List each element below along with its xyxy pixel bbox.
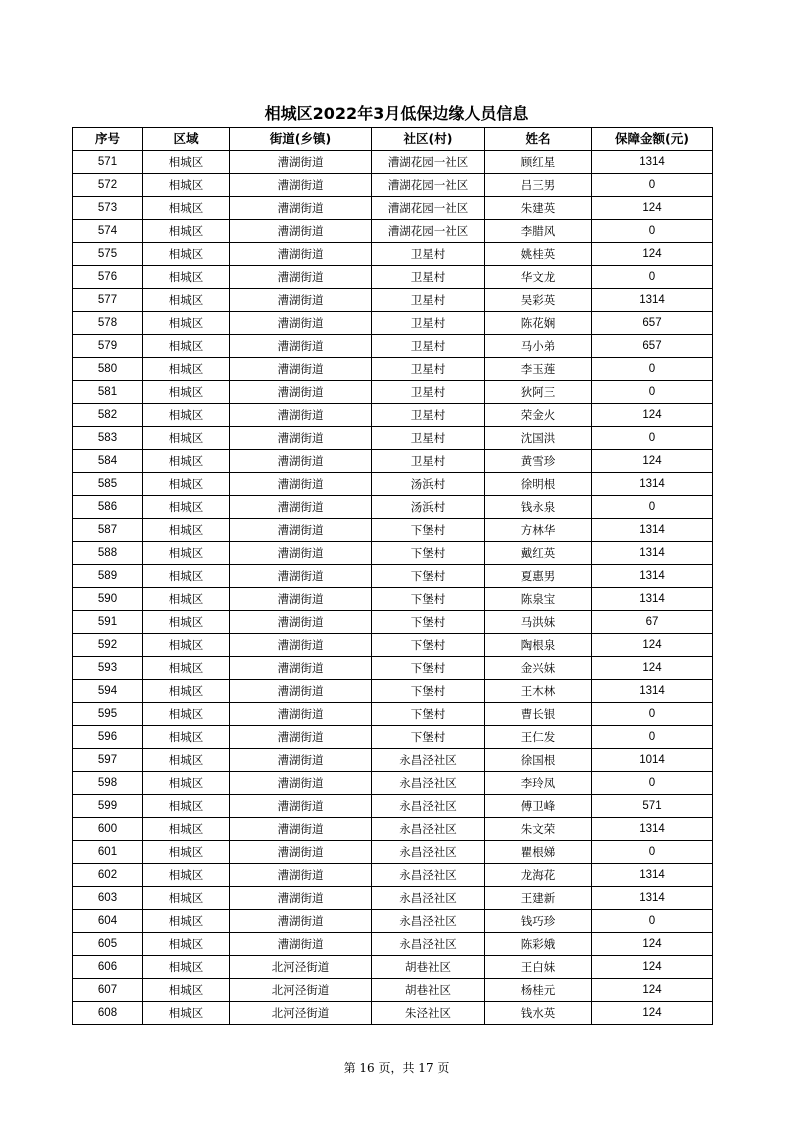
cell-district: 相城区 xyxy=(143,657,230,680)
cell-district: 相城区 xyxy=(143,312,230,335)
cell-community: 永昌泾社区 xyxy=(372,910,485,933)
table-row xyxy=(73,680,713,703)
cell-amount: 0 xyxy=(592,726,713,749)
cell-index: 584 xyxy=(73,450,143,473)
roster-table xyxy=(72,127,713,1025)
cell-street: 漕湖街道 xyxy=(230,197,372,220)
cell-street: 漕湖街道 xyxy=(230,335,372,358)
cell-name: 吕三男 xyxy=(485,174,592,197)
cell-street: 北河泾街道 xyxy=(230,1002,372,1025)
cell-community: 胡巷社区 xyxy=(372,979,485,1002)
cell-street: 漕湖街道 xyxy=(230,381,372,404)
cell-name: 金兴妹 xyxy=(485,657,592,680)
cell-amount: 0 xyxy=(592,841,713,864)
table-row xyxy=(73,565,713,588)
cell-community: 永昌泾社区 xyxy=(372,795,485,818)
cell-amount: 0 xyxy=(592,703,713,726)
table-row xyxy=(73,358,713,381)
cell-name: 陈泉宝 xyxy=(485,588,592,611)
cell-amount: 0 xyxy=(592,381,713,404)
cell-name: 黄雪珍 xyxy=(485,450,592,473)
cell-community: 卫星村 xyxy=(372,404,485,427)
cell-name: 陈彩娥 xyxy=(485,933,592,956)
cell-index: 593 xyxy=(73,657,143,680)
cell-district: 相城区 xyxy=(143,1002,230,1025)
cell-community: 下堡村 xyxy=(372,634,485,657)
cell-name: 陈花娴 xyxy=(485,312,592,335)
cell-community: 汤浜村 xyxy=(372,473,485,496)
cell-district: 相城区 xyxy=(143,243,230,266)
cell-community: 下堡村 xyxy=(372,611,485,634)
column-header-amount: 保障金额(元) xyxy=(592,128,713,151)
cell-street: 漕湖街道 xyxy=(230,473,372,496)
cell-street: 漕湖街道 xyxy=(230,358,372,381)
page-footer: 第 16 页，共 17 页 xyxy=(343,1061,450,1075)
column-header-name: 姓名 xyxy=(485,128,592,151)
cell-index: 602 xyxy=(73,864,143,887)
cell-index: 586 xyxy=(73,496,143,519)
table-row xyxy=(73,266,713,289)
table-row xyxy=(73,611,713,634)
cell-street: 漕湖街道 xyxy=(230,174,372,197)
cell-amount: 124 xyxy=(592,634,713,657)
cell-street: 漕湖街道 xyxy=(230,680,372,703)
cell-amount: 1314 xyxy=(592,473,713,496)
cell-street: 漕湖街道 xyxy=(230,657,372,680)
table-row xyxy=(73,312,713,335)
cell-amount: 0 xyxy=(592,772,713,795)
cell-community: 卫星村 xyxy=(372,266,485,289)
cell-street: 漕湖街道 xyxy=(230,634,372,657)
cell-district: 相城区 xyxy=(143,956,230,979)
cell-street: 漕湖街道 xyxy=(230,496,372,519)
cell-community: 永昌泾社区 xyxy=(372,749,485,772)
cell-index: 605 xyxy=(73,933,143,956)
cell-name: 朱文荣 xyxy=(485,818,592,841)
cell-name: 顾红星 xyxy=(485,151,592,174)
table-row xyxy=(73,795,713,818)
column-header-community: 社区(村) xyxy=(372,128,485,151)
cell-community: 漕湖花园一社区 xyxy=(372,151,485,174)
cell-index: 581 xyxy=(73,381,143,404)
cell-street: 北河泾街道 xyxy=(230,956,372,979)
cell-community: 胡巷社区 xyxy=(372,956,485,979)
cell-name: 朱建英 xyxy=(485,197,592,220)
cell-district: 相城区 xyxy=(143,979,230,1002)
cell-index: 597 xyxy=(73,749,143,772)
cell-index: 571 xyxy=(73,151,143,174)
cell-community: 下堡村 xyxy=(372,519,485,542)
cell-amount: 657 xyxy=(592,312,713,335)
cell-index: 587 xyxy=(73,519,143,542)
cell-index: 600 xyxy=(73,818,143,841)
cell-name: 李腊风 xyxy=(485,220,592,243)
table-row xyxy=(73,772,713,795)
cell-street: 漕湖街道 xyxy=(230,611,372,634)
cell-community: 下堡村 xyxy=(372,588,485,611)
cell-district: 相城区 xyxy=(143,910,230,933)
cell-community: 卫星村 xyxy=(372,450,485,473)
cell-name: 华文龙 xyxy=(485,266,592,289)
cell-index: 576 xyxy=(73,266,143,289)
cell-index: 583 xyxy=(73,427,143,450)
table-row xyxy=(73,703,713,726)
table-row xyxy=(73,335,713,358)
column-header-street: 街道(乡镇) xyxy=(230,128,372,151)
cell-amount: 124 xyxy=(592,404,713,427)
cell-name: 李玲凤 xyxy=(485,772,592,795)
table-row xyxy=(73,496,713,519)
cell-community: 下堡村 xyxy=(372,657,485,680)
table-row xyxy=(73,450,713,473)
cell-name: 王木林 xyxy=(485,680,592,703)
cell-name: 马洪妹 xyxy=(485,611,592,634)
cell-name: 荣金火 xyxy=(485,404,592,427)
cell-district: 相城区 xyxy=(143,519,230,542)
cell-amount: 0 xyxy=(592,427,713,450)
cell-district: 相城区 xyxy=(143,266,230,289)
cell-name: 徐国根 xyxy=(485,749,592,772)
cell-amount: 1314 xyxy=(592,519,713,542)
cell-district: 相城区 xyxy=(143,611,230,634)
cell-district: 相城区 xyxy=(143,726,230,749)
table-row xyxy=(73,956,713,979)
column-header-district: 区域 xyxy=(143,128,230,151)
cell-district: 相城区 xyxy=(143,772,230,795)
cell-street: 漕湖街道 xyxy=(230,519,372,542)
cell-district: 相城区 xyxy=(143,634,230,657)
cell-district: 相城区 xyxy=(143,358,230,381)
cell-community: 卫星村 xyxy=(372,381,485,404)
table-row xyxy=(73,818,713,841)
cell-amount: 1314 xyxy=(592,565,713,588)
cell-index: 591 xyxy=(73,611,143,634)
cell-community: 漕湖花园一社区 xyxy=(372,220,485,243)
cell-name: 杨桂元 xyxy=(485,979,592,1002)
cell-street: 漕湖街道 xyxy=(230,427,372,450)
cell-name: 姚桂英 xyxy=(485,243,592,266)
cell-district: 相城区 xyxy=(143,427,230,450)
table-row xyxy=(73,933,713,956)
cell-index: 577 xyxy=(73,289,143,312)
table-row xyxy=(73,634,713,657)
table-row xyxy=(73,404,713,427)
table-row xyxy=(73,887,713,910)
cell-street: 漕湖街道 xyxy=(230,450,372,473)
cell-amount: 124 xyxy=(592,979,713,1002)
cell-index: 606 xyxy=(73,956,143,979)
cell-community: 永昌泾社区 xyxy=(372,818,485,841)
cell-community: 下堡村 xyxy=(372,680,485,703)
cell-street: 漕湖街道 xyxy=(230,749,372,772)
cell-street: 漕湖街道 xyxy=(230,266,372,289)
table-row xyxy=(73,1002,713,1025)
cell-community: 永昌泾社区 xyxy=(372,772,485,795)
cell-district: 相城区 xyxy=(143,680,230,703)
cell-name: 王建新 xyxy=(485,887,592,910)
cell-amount: 124 xyxy=(592,933,713,956)
cell-index: 574 xyxy=(73,220,143,243)
cell-street: 漕湖街道 xyxy=(230,726,372,749)
cell-name: 龙海花 xyxy=(485,864,592,887)
cell-community: 卫星村 xyxy=(372,289,485,312)
table-row xyxy=(73,979,713,1002)
cell-amount: 0 xyxy=(592,358,713,381)
cell-amount: 124 xyxy=(592,956,713,979)
cell-name: 狄阿三 xyxy=(485,381,592,404)
table-row xyxy=(73,427,713,450)
table-row xyxy=(73,220,713,243)
cell-district: 相城区 xyxy=(143,404,230,427)
table-row xyxy=(73,473,713,496)
cell-index: 608 xyxy=(73,1002,143,1025)
cell-amount: 1314 xyxy=(592,588,713,611)
cell-amount: 1314 xyxy=(592,151,713,174)
cell-name: 吴彩英 xyxy=(485,289,592,312)
cell-name: 陶根泉 xyxy=(485,634,592,657)
cell-district: 相城区 xyxy=(143,197,230,220)
cell-district: 相城区 xyxy=(143,864,230,887)
cell-street: 漕湖街道 xyxy=(230,864,372,887)
cell-district: 相城区 xyxy=(143,381,230,404)
cell-district: 相城区 xyxy=(143,289,230,312)
cell-index: 603 xyxy=(73,887,143,910)
cell-community: 卫星村 xyxy=(372,358,485,381)
cell-street: 漕湖街道 xyxy=(230,841,372,864)
cell-amount: 0 xyxy=(592,174,713,197)
cell-name: 钱永泉 xyxy=(485,496,592,519)
cell-district: 相城区 xyxy=(143,496,230,519)
cell-amount: 1314 xyxy=(592,680,713,703)
cell-index: 585 xyxy=(73,473,143,496)
cell-street: 漕湖街道 xyxy=(230,243,372,266)
cell-district: 相城区 xyxy=(143,565,230,588)
table-row xyxy=(73,657,713,680)
table-row xyxy=(73,289,713,312)
cell-district: 相城区 xyxy=(143,174,230,197)
cell-index: 590 xyxy=(73,588,143,611)
cell-name: 沈国洪 xyxy=(485,427,592,450)
table-row xyxy=(73,910,713,933)
cell-district: 相城区 xyxy=(143,220,230,243)
cell-amount: 124 xyxy=(592,657,713,680)
cell-name: 钱巧珍 xyxy=(485,910,592,933)
cell-name: 王仁发 xyxy=(485,726,592,749)
cell-amount: 1314 xyxy=(592,542,713,565)
cell-street: 漕湖街道 xyxy=(230,772,372,795)
table-row xyxy=(73,749,713,772)
cell-street: 北河泾街道 xyxy=(230,979,372,1002)
cell-index: 592 xyxy=(73,634,143,657)
cell-district: 相城区 xyxy=(143,841,230,864)
cell-community: 下堡村 xyxy=(372,726,485,749)
cell-street: 漕湖街道 xyxy=(230,795,372,818)
cell-amount: 0 xyxy=(592,496,713,519)
cell-amount: 1314 xyxy=(592,887,713,910)
cell-street: 漕湖街道 xyxy=(230,151,372,174)
cell-amount: 0 xyxy=(592,910,713,933)
cell-index: 601 xyxy=(73,841,143,864)
table-row xyxy=(73,542,713,565)
cell-index: 572 xyxy=(73,174,143,197)
cell-street: 漕湖街道 xyxy=(230,887,372,910)
cell-amount: 0 xyxy=(592,220,713,243)
cell-district: 相城区 xyxy=(143,335,230,358)
cell-index: 604 xyxy=(73,910,143,933)
table-row xyxy=(73,726,713,749)
cell-amount: 124 xyxy=(592,450,713,473)
cell-name: 瞿根娣 xyxy=(485,841,592,864)
cell-index: 579 xyxy=(73,335,143,358)
cell-district: 相城区 xyxy=(143,542,230,565)
cell-street: 漕湖街道 xyxy=(230,703,372,726)
cell-street: 漕湖街道 xyxy=(230,933,372,956)
cell-index: 588 xyxy=(73,542,143,565)
cell-district: 相城区 xyxy=(143,473,230,496)
cell-district: 相城区 xyxy=(143,151,230,174)
cell-name: 夏惠男 xyxy=(485,565,592,588)
column-header-index: 序号 xyxy=(73,128,143,151)
cell-name: 王白妹 xyxy=(485,956,592,979)
table-row xyxy=(73,841,713,864)
table-row xyxy=(73,174,713,197)
cell-community: 卫星村 xyxy=(372,427,485,450)
cell-street: 漕湖街道 xyxy=(230,588,372,611)
cell-name: 马小弟 xyxy=(485,335,592,358)
cell-amount: 124 xyxy=(592,1002,713,1025)
cell-community: 永昌泾社区 xyxy=(372,933,485,956)
cell-name: 方林华 xyxy=(485,519,592,542)
cell-street: 漕湖街道 xyxy=(230,910,372,933)
cell-district: 相城区 xyxy=(143,749,230,772)
cell-amount: 124 xyxy=(592,243,713,266)
cell-amount: 1314 xyxy=(592,864,713,887)
cell-street: 漕湖街道 xyxy=(230,289,372,312)
table-row xyxy=(73,381,713,404)
cell-amount: 1014 xyxy=(592,749,713,772)
cell-street: 漕湖街道 xyxy=(230,818,372,841)
cell-index: 580 xyxy=(73,358,143,381)
document-title: 相城区2022年3月低保边缘人员信息 xyxy=(264,104,529,123)
cell-amount: 1314 xyxy=(592,818,713,841)
cell-community: 卫星村 xyxy=(372,335,485,358)
cell-community: 下堡村 xyxy=(372,565,485,588)
cell-community: 下堡村 xyxy=(372,703,485,726)
cell-index: 595 xyxy=(73,703,143,726)
table-header-row xyxy=(73,128,713,151)
cell-community: 汤浜村 xyxy=(372,496,485,519)
cell-name: 戴红英 xyxy=(485,542,592,565)
cell-index: 575 xyxy=(73,243,143,266)
cell-index: 582 xyxy=(73,404,143,427)
cell-street: 漕湖街道 xyxy=(230,312,372,335)
cell-index: 594 xyxy=(73,680,143,703)
cell-street: 漕湖街道 xyxy=(230,404,372,427)
cell-district: 相城区 xyxy=(143,450,230,473)
cell-community: 漕湖花园一社区 xyxy=(372,174,485,197)
cell-name: 徐明根 xyxy=(485,473,592,496)
cell-amount: 124 xyxy=(592,197,713,220)
cell-name: 李玉莲 xyxy=(485,358,592,381)
table-row xyxy=(73,197,713,220)
cell-street: 漕湖街道 xyxy=(230,220,372,243)
cell-street: 漕湖街道 xyxy=(230,542,372,565)
cell-community: 永昌泾社区 xyxy=(372,864,485,887)
cell-community: 永昌泾社区 xyxy=(372,887,485,910)
cell-community: 永昌泾社区 xyxy=(372,841,485,864)
cell-amount: 571 xyxy=(592,795,713,818)
cell-community: 下堡村 xyxy=(372,542,485,565)
cell-index: 573 xyxy=(73,197,143,220)
cell-district: 相城区 xyxy=(143,887,230,910)
table-body xyxy=(73,151,713,1025)
cell-name: 曹长银 xyxy=(485,703,592,726)
cell-index: 596 xyxy=(73,726,143,749)
cell-amount: 0 xyxy=(592,266,713,289)
table-row xyxy=(73,151,713,174)
cell-community: 卫星村 xyxy=(372,312,485,335)
cell-amount: 67 xyxy=(592,611,713,634)
cell-district: 相城区 xyxy=(143,703,230,726)
cell-index: 599 xyxy=(73,795,143,818)
cell-district: 相城区 xyxy=(143,795,230,818)
table-row xyxy=(73,243,713,266)
cell-amount: 1314 xyxy=(592,289,713,312)
cell-district: 相城区 xyxy=(143,933,230,956)
cell-index: 598 xyxy=(73,772,143,795)
cell-name: 傅卫峰 xyxy=(485,795,592,818)
cell-name: 钱水英 xyxy=(485,1002,592,1025)
cell-district: 相城区 xyxy=(143,588,230,611)
cell-index: 607 xyxy=(73,979,143,1002)
table-row xyxy=(73,588,713,611)
cell-community: 卫星村 xyxy=(372,243,485,266)
cell-community: 朱泾社区 xyxy=(372,1002,485,1025)
table-row xyxy=(73,864,713,887)
cell-index: 589 xyxy=(73,565,143,588)
cell-district: 相城区 xyxy=(143,818,230,841)
cell-community: 漕湖花园一社区 xyxy=(372,197,485,220)
cell-index: 578 xyxy=(73,312,143,335)
cell-street: 漕湖街道 xyxy=(230,565,372,588)
table-row xyxy=(73,519,713,542)
cell-amount: 657 xyxy=(592,335,713,358)
